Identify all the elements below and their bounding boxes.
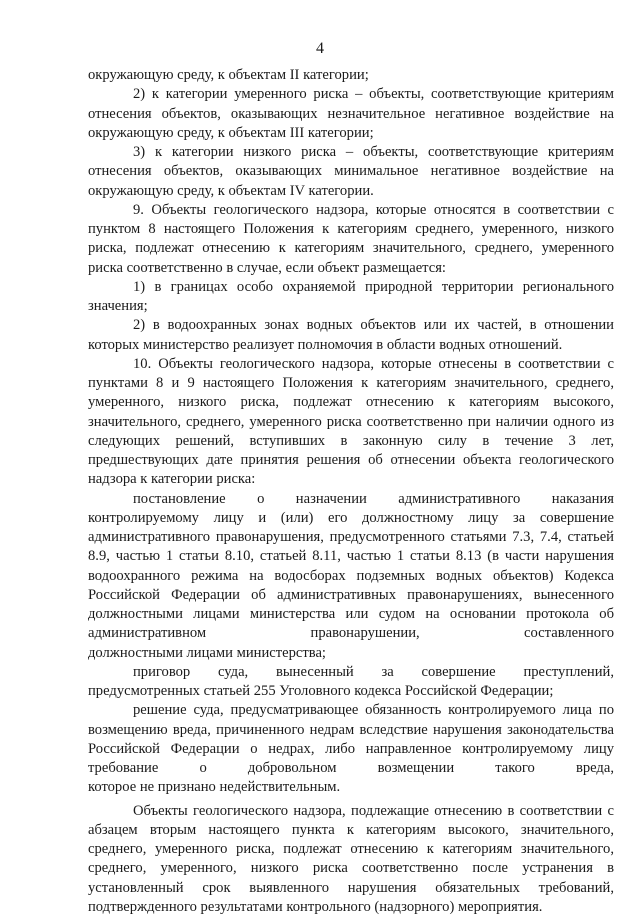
- text-line: предшествующих дате принятия решения об отнесении объекта геологического: [88, 452, 614, 468]
- paragraph-end: [88, 259, 614, 278]
- text-line: пунктами 8 и 9 настоящего Положения к категориям значительного, среднего,: [88, 375, 614, 391]
- text-line: решение суда, предусматривающее обязанность контролируемого лица по: [133, 702, 614, 719]
- paragraph-end: [88, 124, 614, 143]
- paragraph: [88, 490, 614, 644]
- page-number: 4: [316, 40, 324, 57]
- paragraph: [88, 663, 614, 682]
- text-line: возмещению вреда, причиненного недрам вследствие нарушения: [88, 721, 502, 738]
- text-line: среднего, умеренного риска, подлежат отнесению к категориям значительного,: [88, 841, 614, 857]
- text-line: окружающую среду, к объектам III категории;: [88, 124, 374, 141]
- text-line: среднего, умеренного, низкого риска соответственно после устранения в: [88, 860, 614, 877]
- text-line: значительного, среднего, умеренного риска соответственно при наличии одного: [88, 413, 596, 430]
- text-line: отнесения объектов, оказывающих минимальное негативное воздействие на: [88, 163, 614, 180]
- text-line: риска, подлежат отнесению к категориям значительного, среднего, умеренного: [88, 240, 614, 257]
- text-line: установленный срок выявленного нарушения обязательных требований,: [88, 879, 614, 896]
- text-line: контролируемому лицу и (или) его должностному лицу за совершение: [88, 509, 614, 526]
- paragraph: [88, 66, 614, 85]
- document-body: [88, 66, 614, 917]
- text-line: пунктом 8 настоящего Положения к категориям среднего, умеренного, низкого: [88, 221, 614, 237]
- text-line: нарушения водоохранного режима на водосборах подземных водных объектов): [88, 548, 614, 584]
- text-line: приговор суда, вынесенный за совершение преступлений,: [133, 663, 614, 680]
- text-line: предусмотренных статьей 255 Уголовного кодекса Российской Федерации;: [88, 683, 554, 699]
- text-line: значения;: [88, 298, 148, 314]
- paragraph: [88, 802, 614, 898]
- paragraph: [88, 316, 614, 335]
- text-line: подтвержденного результатами контрольного (надзорного) мероприятия.: [88, 898, 543, 915]
- text-line: окружающую среду, к объектам II категории;: [88, 67, 369, 83]
- text-line: умеренного, низкого риска, подлежат отнесению к категориям высокого,: [88, 394, 614, 411]
- text-line: статьей 8.9, частью 1 статьи 8.10, статьей 8.11, частью 1 статьи 8.13 (в части: [88, 529, 614, 565]
- paragraph: [88, 278, 614, 297]
- paragraph-end: [88, 682, 614, 701]
- text-line: 10. Объекты геологического надзора, которые отнесены в соответствии с: [133, 355, 614, 372]
- text-line: контролируемому лицу требование о добровольном возмещении такого вреда,: [88, 740, 614, 776]
- text-line: отнесения объектов, оказывающих незначительное негативное воздействие на: [88, 105, 614, 122]
- text-line: постановление о назначении административного наказания: [133, 490, 614, 507]
- text-line: 3) к категории низкого риска – объекты, соответствующие критериям: [133, 144, 614, 160]
- paragraph-end: [88, 778, 614, 797]
- paragraph-end: [88, 182, 614, 201]
- paragraph-end: [88, 898, 614, 917]
- text-line: 9. Объекты геологического надзора, которые относятся в соответствии с: [133, 201, 614, 218]
- text-line: 2) в водоохранных зонах водных объектов или их частей, в отношении: [133, 317, 614, 334]
- text-line: 1) в границах особо охраняемой природной территории регионального: [133, 278, 614, 295]
- text-line: Объекты геологического надзора, подлежащие отнесению в соответствии: [133, 802, 603, 819]
- text-line: протокола об административном правонарушении, составленного: [88, 606, 614, 642]
- paragraph-end: [88, 470, 614, 489]
- text-line: с абзацем вторым настоящего пункта к категориям высокого, значительного,: [88, 802, 614, 838]
- paragraph: [88, 85, 614, 124]
- text-line: окружающую среду, к объектам IV категории.: [88, 182, 374, 199]
- text-line: 2) к категории умеренного риска – объекты, соответствующие критериям: [133, 86, 614, 103]
- text-line: из следующих решений, вступивших в законную силу в течение 3 лет,: [88, 413, 614, 449]
- text-line: риска соответственно в случае, если объект размещается:: [88, 259, 446, 276]
- text-line: надзора к категории риска:: [88, 471, 256, 488]
- paragraph: [88, 701, 614, 778]
- paragraph-end: [88, 644, 614, 663]
- paragraph-end: [88, 336, 614, 355]
- text-line: должностными лицами министерства;: [88, 644, 326, 661]
- text-line: которых министерство реализует полномочия в области водных отношений.: [88, 336, 563, 353]
- text-line: административного правонарушения, предусмотренного статьями 7.3, 7.4,: [88, 529, 562, 545]
- text-line: которое не признано недействительным.: [88, 779, 341, 796]
- paragraph: [88, 355, 614, 471]
- paragraph-end: [88, 297, 614, 316]
- text-line: вынесенного должностными лицами министерства или судом на основании: [88, 586, 614, 622]
- paragraph: [88, 143, 614, 182]
- paragraph: [88, 201, 614, 259]
- text-line: законодательства Российской Федерации о недрах, либо направленное: [88, 721, 614, 757]
- text-line: Кодекса Российской Федерации об административных правонарушениях,: [88, 567, 614, 603]
